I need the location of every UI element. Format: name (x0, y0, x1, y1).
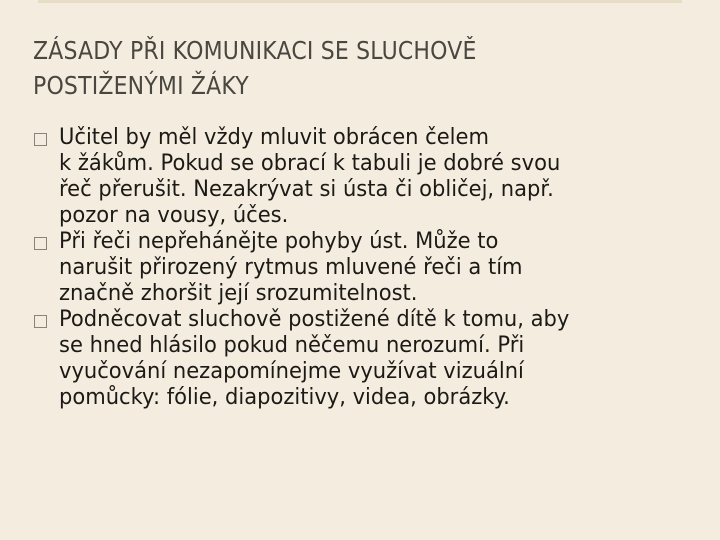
bullet-text-line: pomůcky: fólie, diapozitivy, videa, obrázky. (59, 384, 510, 410)
bullet-item-visual-aids (34, 306, 714, 410)
square-bullet-icon (34, 315, 47, 328)
decorative-top-line (38, 0, 682, 3)
bullet-text-line: se hned hlásilo pokud něčemu nerozumí. Při (59, 332, 525, 358)
bullet-item-teacher-facing-class (34, 124, 714, 228)
bullet-text-line: řeč přerušit. Nezakrývat si ústa či obličej, např. (59, 176, 554, 202)
bullet-text-line: Podněcovat sluchově postižené dítě k tomu, aby (59, 306, 570, 332)
square-bullet-icon (34, 133, 47, 146)
bullet-text-line: Při řeči nepřehánějte pohyby úst. Může to (59, 228, 499, 254)
bullet-item-mouth-movements (34, 228, 714, 306)
bullet-list (34, 124, 714, 410)
square-bullet-icon (34, 237, 47, 250)
bullet-text-line: narušit přirozený rytmus mluvené řeči a tím (59, 254, 523, 280)
bullet-text-line: vyučování nezapomínejme využívat vizuální (59, 358, 524, 384)
slide-title-line-2: POSTIŽENÝMI ŽÁKY (33, 71, 249, 100)
slide-title (33, 33, 605, 103)
bullet-text-line: značně zhoršit její srozumitelnost. (59, 280, 418, 306)
bullet-text-line: Učitel by měl vždy mluvit obrácen čelem (59, 124, 489, 150)
bullet-text-line: k žákům. Pokud se obrací k tabuli je dobré svou (59, 150, 561, 176)
slide-title-line-1: ZÁSADY PŘI KOMUNIKACI SE SLUCHOVĚ (33, 36, 477, 65)
bullet-text-line: pozor na vousy, účes. (59, 202, 289, 228)
